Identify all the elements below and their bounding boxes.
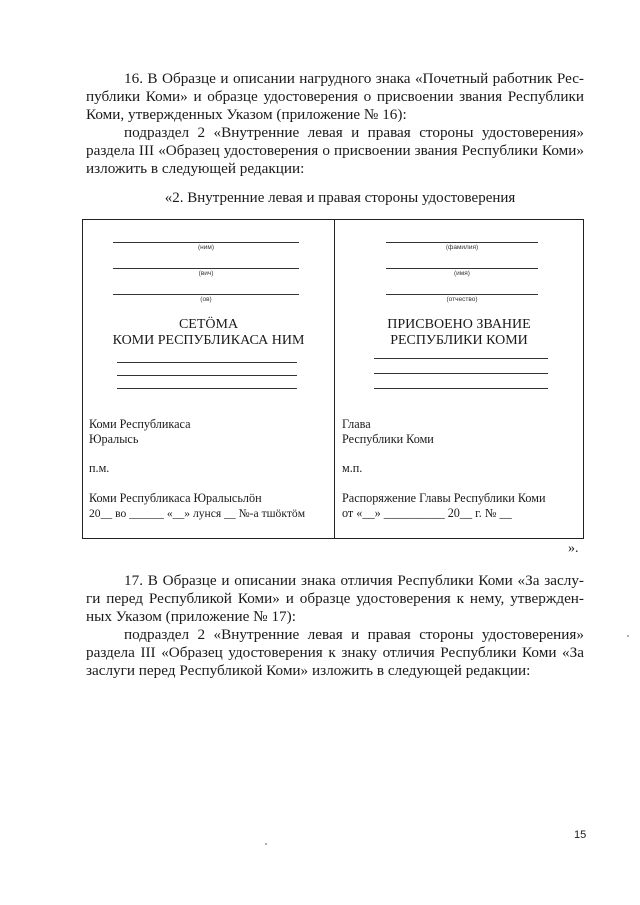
text-line: раздела III «Образец удостоверения к знаку отличия Республики Коми «За: [86, 644, 584, 661]
field-caption: (ним): [197, 244, 215, 251]
name-field-line: [113, 294, 299, 295]
text-line: раздела III «Образец удостоверения о присвоении звания Республики Коми»: [86, 142, 584, 159]
blank-line: [374, 388, 548, 389]
org-line: Юралысь: [89, 432, 139, 446]
text-line: 16. В Образце и описании нагрудного знака «Почетный работник Рес-: [124, 70, 584, 87]
certificate-divider: [334, 220, 335, 538]
closing-quote: ».: [568, 541, 579, 556]
text-line: 17. В Образце и описании знака отличия Республики Коми «За заслу-: [124, 572, 584, 589]
field-caption: (вич): [198, 270, 214, 277]
scan-speck: [627, 635, 629, 637]
certificate-form: [82, 219, 584, 539]
scan-speck: [265, 843, 267, 845]
certificate-heading-right: [335, 317, 583, 349]
blank-line: [117, 362, 297, 363]
org-line: Коми Республикаса: [89, 417, 191, 431]
text-line: ги перед Республикой Коми» и образце удостоверения к нему, утвержден-: [86, 590, 584, 607]
org-line: Глава: [342, 417, 371, 431]
text-line: изложить в следующей редакции:: [86, 160, 305, 177]
section-17-paragraph: [86, 572, 584, 680]
text-line: Коми, утвержденных Указом (приложение № 16):: [86, 106, 407, 123]
order-line: 20__ во ______ «__» лунся __ №-а тшöктöм: [89, 507, 306, 520]
name-field-line: [113, 268, 299, 269]
blank-line: [117, 375, 297, 376]
certificate-heading-left: [83, 317, 334, 349]
blank-line: [374, 358, 548, 359]
surname-field-line: [386, 242, 538, 243]
field-caption: (ов): [200, 296, 212, 303]
order-line: от «__» __________ 20__ г. № __: [342, 506, 512, 520]
patronymic-field-line: [386, 294, 538, 295]
blank-line: [117, 388, 297, 389]
text-line: подраздел 2 «Внутренние левая и правая стороны удостоверения»: [124, 626, 584, 643]
field-caption: (отчество): [446, 296, 478, 303]
heading-line: ПРИСВОЕНО ЗВАНИЕ: [387, 317, 531, 332]
field-caption: (имя): [454, 270, 470, 277]
org-line: Республики Коми: [342, 432, 434, 446]
stamp-place-label: п.м.: [89, 461, 110, 475]
first-name-field-line: [386, 268, 538, 269]
field-caption: (фамилия): [445, 244, 479, 251]
subsection-title: «2. Внутренние левая и правая стороны удостоверения: [164, 190, 516, 206]
heading-line: РЕСПУБЛИКИ КОМИ: [390, 333, 528, 348]
name-field-line: [113, 242, 299, 243]
order-line: Коми Республикаса Юралысьлöн: [89, 491, 262, 505]
order-line: Распоряжение Главы Республики Коми: [342, 491, 546, 505]
stamp-place-label: м.п.: [342, 461, 363, 475]
text-line: публики Коми» и образце удостоверения о присвоении звания Республики: [86, 88, 584, 105]
section-16-paragraph: [86, 70, 584, 178]
text-line: ных Указом (приложение № 17):: [86, 608, 296, 625]
text-line: заслуги перед Республикой Коми» изложить в следующей редакции:: [86, 662, 531, 679]
text-line: подраздел 2 «Внутренние левая и правая стороны удостоверения»: [124, 124, 584, 141]
page-number: 15: [574, 829, 587, 841]
heading-line: КОМИ РЕСПУБЛИКАСА НИМ: [112, 333, 305, 348]
blank-line: [374, 373, 548, 374]
heading-line: СЕТÖМА: [178, 317, 239, 332]
